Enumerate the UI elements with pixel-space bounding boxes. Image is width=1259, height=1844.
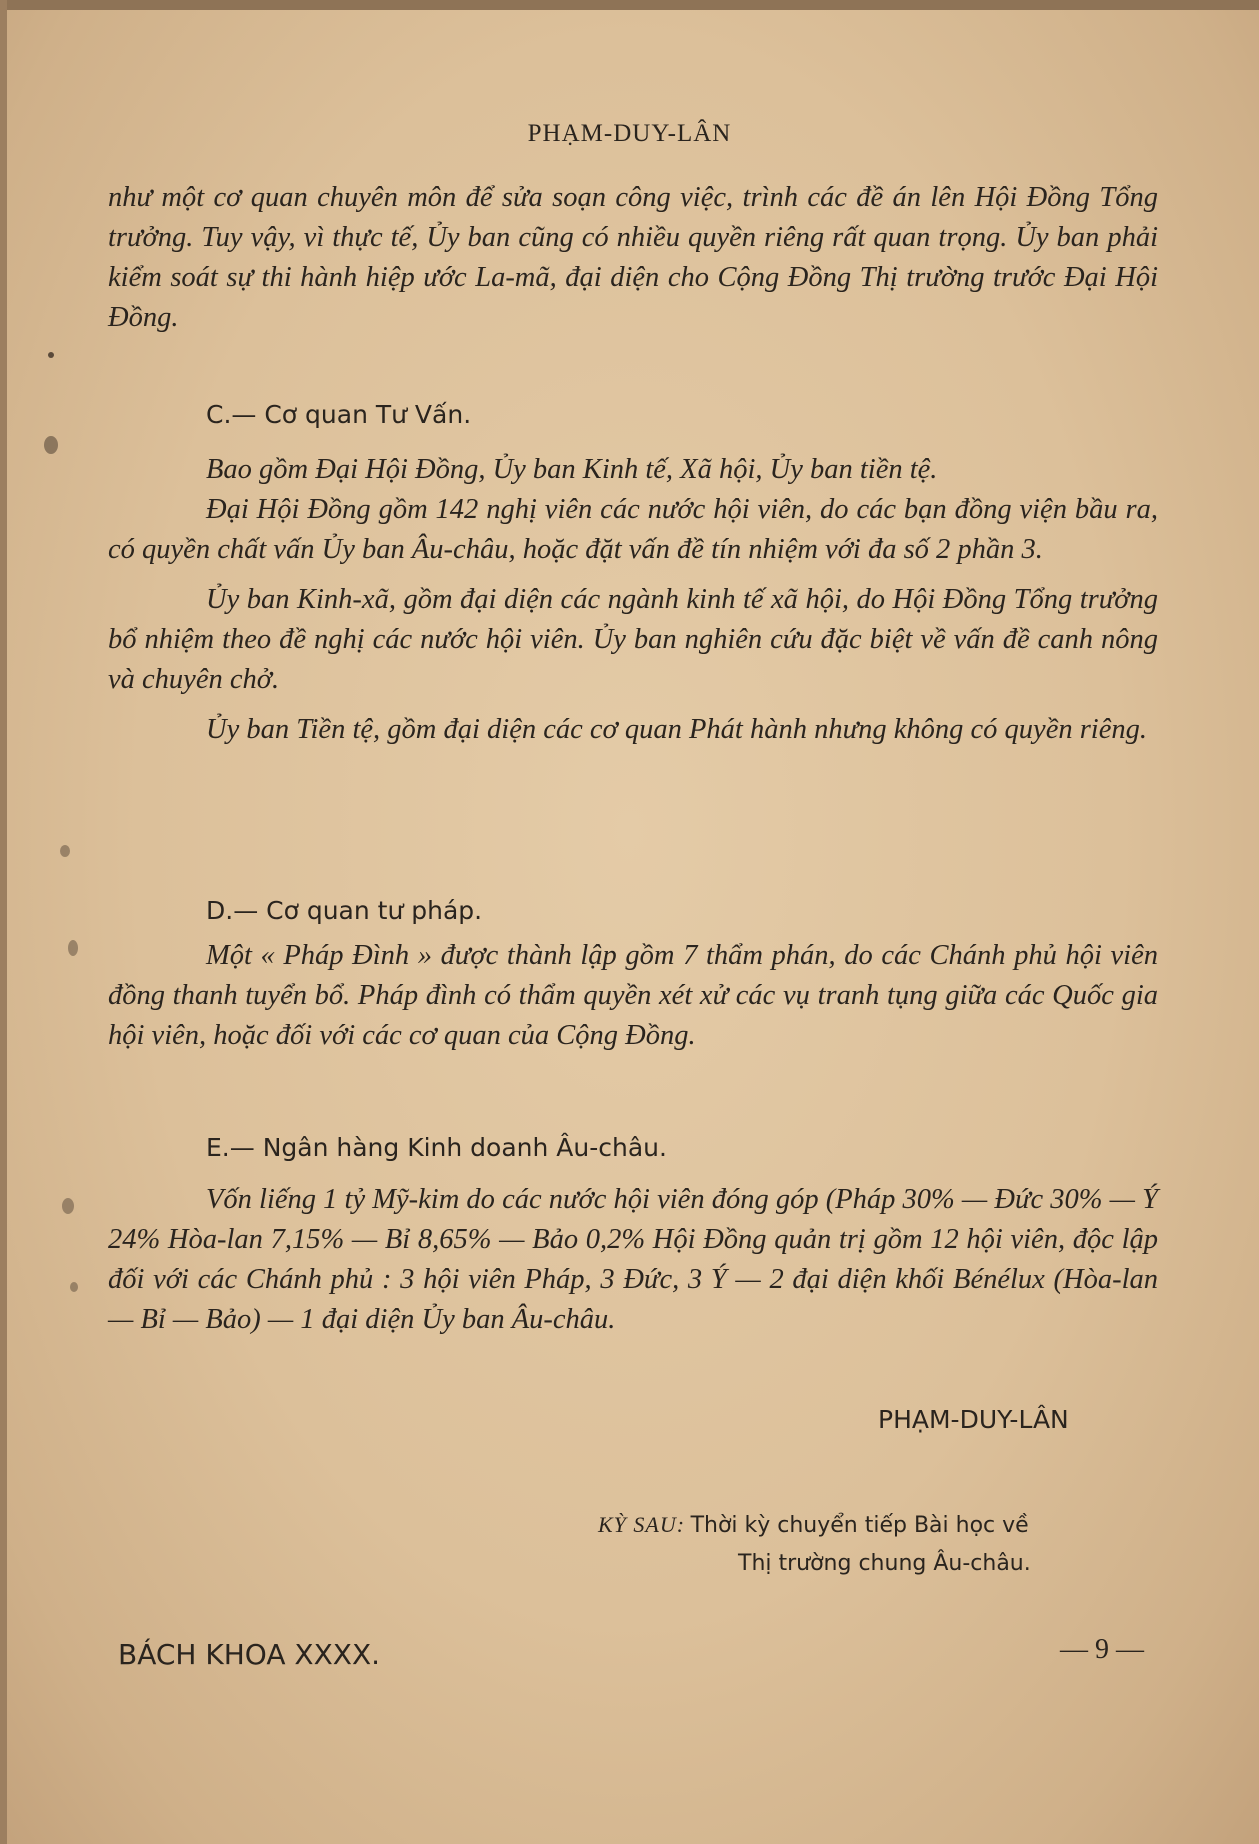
page-number: — 9 — bbox=[1060, 1634, 1144, 1665]
next-issue-label: KỲ SAU: bbox=[598, 1512, 686, 1537]
section-e-heading: E.— Ngân hàng Kinh doanh Âu-châu. bbox=[206, 1133, 667, 1162]
margin-mark bbox=[68, 940, 78, 956]
margin-mark bbox=[44, 436, 58, 454]
next-issue-note bbox=[598, 1506, 1178, 1583]
running-head: PHẠM-DUY-LÂN bbox=[527, 120, 732, 147]
paragraph-text: Bao gồm Đại Hội Đồng, Ủy ban Kinh tế, Xã hội, Ủy ban tiền tệ. bbox=[206, 454, 938, 485]
margin-mark bbox=[60, 845, 70, 857]
section-d-heading: D.— Cơ quan tư pháp. bbox=[206, 896, 483, 925]
publication-name: BÁCH KHOA XXXX. bbox=[118, 1638, 381, 1671]
paragraph-text: Ủy ban Tiền tệ, gồm đại diện các cơ quan Phát hành nhưng không có quyền riêng. bbox=[206, 714, 1148, 745]
next-issue-line1: Thời kỳ chuyển tiếp Bài học về bbox=[690, 1513, 1029, 1538]
page-top-edge bbox=[0, 0, 1259, 10]
section-c-heading: C.— Cơ quan Tư Vấn. bbox=[206, 400, 472, 429]
paragraph-text: Ủy ban Kinh-xã, gồm đại diện các ngành kinh tế xã hội, do Hội Đồng Tổng trưởng bổ nhiệm theo đề nghị các nước hội viên. Ủy ban nghiên cứu đặc biệt về vấn đề canh nông và chuyên chở. bbox=[108, 584, 1158, 695]
paragraph-text: như một cơ quan chuyên môn để sửa soạn công việc, trình các đề án lên Hội Đồng Tổng trưởng. Tuy vậy, vì thực tế, Ủy ban cũng có nhiều quyền riêng rất quan trọng. Ủy ban phải kiểm soát sự thi hành hiệp ước La-mã, đại diện cho Cộng Đồng Thị trường trước Đại Hội Đồng. bbox=[108, 182, 1158, 333]
author-signature: PHẠM-DUY-LÂN bbox=[878, 1405, 1069, 1434]
margin-mark bbox=[62, 1198, 74, 1214]
section-d-body bbox=[108, 936, 1158, 1056]
margin-mark bbox=[48, 352, 54, 358]
paragraph-text: Một « Pháp Đình » được thành lập gồm 7 thẩm phán, do các Chánh phủ hội viên đồng thanh tuyển bổ. Pháp đình có thẩm quyền xét xử các vụ tranh tụng giữa các Quốc gia hội viên, hoặc đối với các cơ quan của Cộng Đồng. bbox=[108, 940, 1158, 1051]
paragraph-text: Đại Hội Đồng gồm 142 nghị viên các nước hội viên, do các bạn đồng viện bầu ra, có quyền chất vấn Ủy ban Âu-châu, hoặc đặt vấn đề tín nhiệm với đa số 2 phần 3. bbox=[108, 494, 1158, 565]
margin-mark bbox=[70, 1282, 78, 1292]
intro-paragraph bbox=[108, 178, 1158, 338]
section-c-body bbox=[108, 450, 1158, 750]
section-e-body bbox=[108, 1180, 1158, 1340]
paragraph-text: Vốn liếng 1 tỷ Mỹ-kim do các nước hội viên đóng góp (Pháp 30% — Đức 30% — Ý 24% Hòa-lan 7,15% — Bỉ 8,65% — Bảo 0,2% Hội Đồng quản trị gồm 12 hội viên, độc lập đối với các Chánh phủ : 3 hội viên Pháp, 3 Đức, 3 Ý — 2 đại diện khối Bénélux (Hòa-lan — Bỉ — Bảo) — 1 đại diện Ủy ban Âu-châu. bbox=[108, 1184, 1158, 1335]
next-issue-line2: Thị trường chung Âu-châu. bbox=[738, 1551, 1031, 1576]
page-left-edge bbox=[0, 0, 7, 1844]
